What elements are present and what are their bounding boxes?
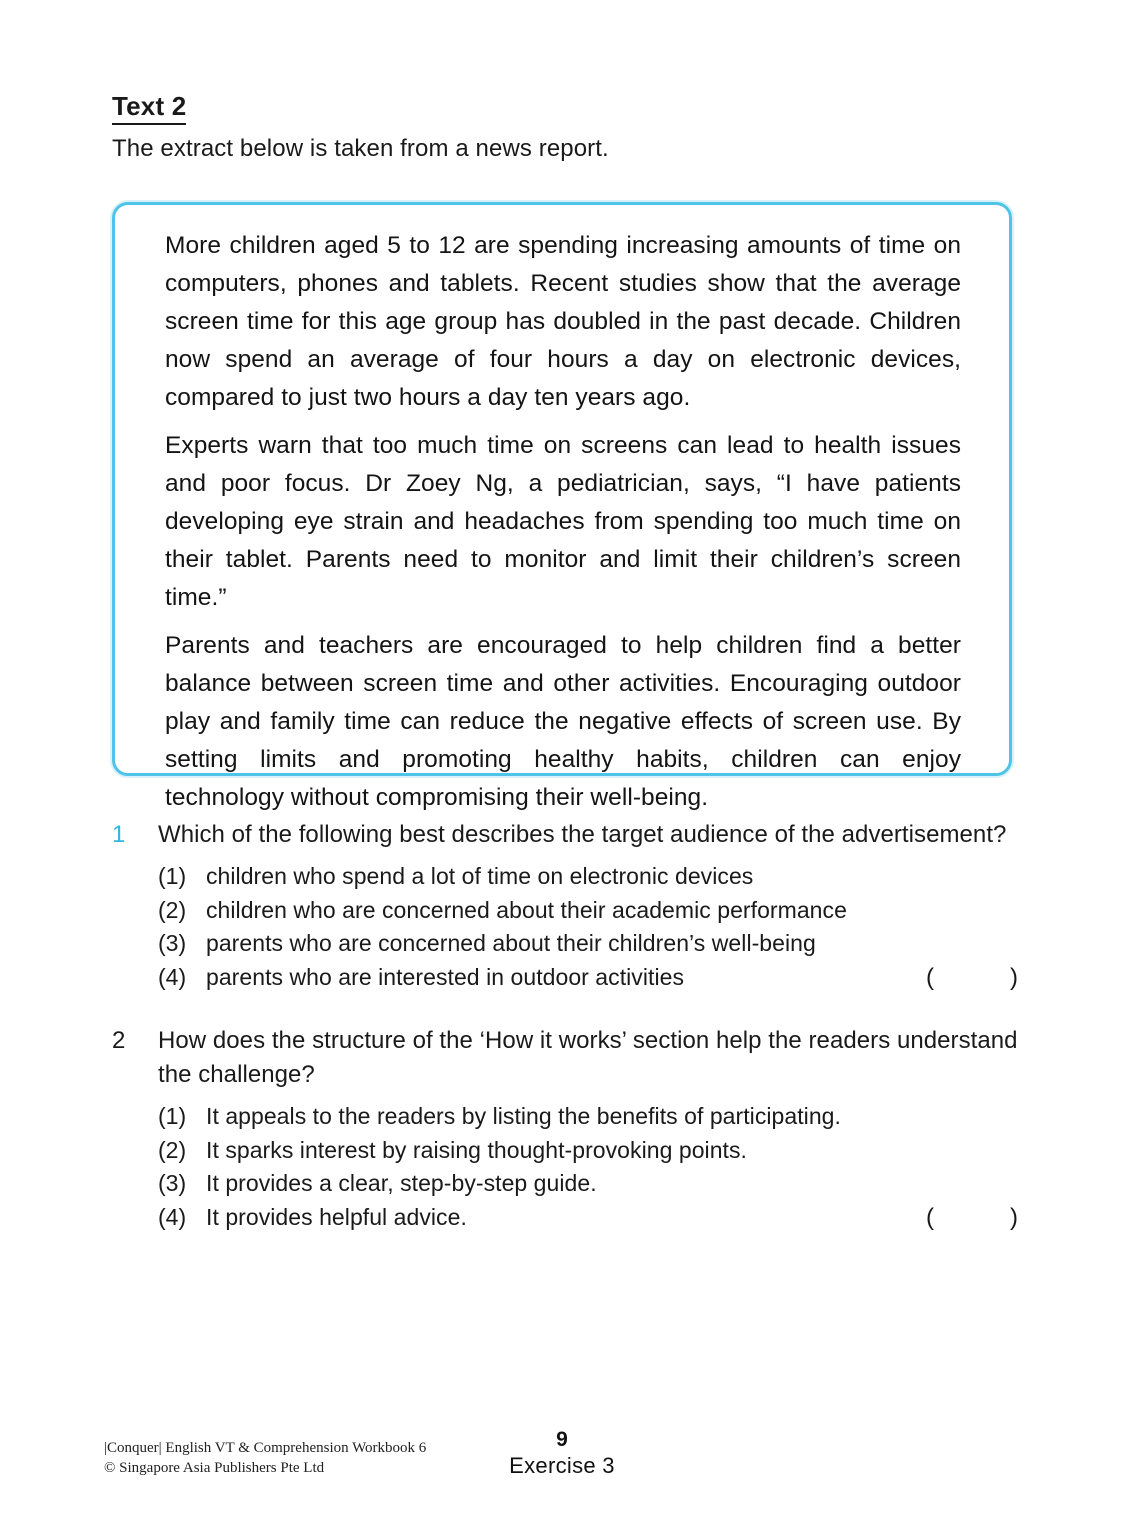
option-list xyxy=(112,860,1018,994)
question-heading xyxy=(112,1024,1018,1092)
question-number: 2 xyxy=(112,1027,126,1054)
footer-page-info xyxy=(0,1428,1124,1480)
page-footer xyxy=(0,1416,1124,1536)
option-row[interactable] xyxy=(158,927,1018,961)
extract-paragraph: Parents and teachers are encouraged to help children find a better balance between screen time and other activities. Encouraging outdoor play and family time can reduce the negative effects of screen use. By setting limits and promoting healthy habits, children can enjoy technology without compromising their well-being. xyxy=(165,632,961,811)
footer-copyright-line: © Singapore Asia Publishers Pte Ltd xyxy=(104,1460,325,1476)
bracket-close: ) xyxy=(1010,963,1018,991)
option-text: It provides a clear, step-by-step guide. xyxy=(206,1170,597,1196)
option-text: It provides helpful advice. xyxy=(206,1203,467,1230)
answer-bracket[interactable] xyxy=(926,1201,1018,1235)
option-label: (4) xyxy=(158,1203,187,1230)
bracket-open: ( xyxy=(926,963,934,991)
question-block-1 xyxy=(112,818,1018,994)
option-row[interactable] xyxy=(158,860,1018,894)
option-label: (1) xyxy=(158,1103,187,1129)
bracket-open: ( xyxy=(926,1203,934,1231)
page-title: Text 2 xyxy=(112,92,186,125)
footer-title-line: |Conquer| English VT & Comprehension Workbook 6 xyxy=(104,1440,427,1456)
bracket-close: ) xyxy=(1010,1203,1018,1231)
extract-paragraph: Experts warn that too much time on screens can lead to health issues and poor focus. Dr Zoey Ng, a pediatrician, says, “I have patients developing eye strain and headaches from spending too much time on their tablet. Parents need to monitor and limit their children’s screen time.” xyxy=(165,432,961,611)
question-block-2 xyxy=(112,1024,1018,1234)
option-list xyxy=(112,1100,1018,1234)
answer-bracket[interactable] xyxy=(926,961,1018,995)
question-heading xyxy=(112,818,1018,852)
extract-box xyxy=(112,202,1012,811)
option-row[interactable] xyxy=(158,1134,1018,1168)
question-text: How does the structure of the ‘How it works’ section help the readers understand the challenge? xyxy=(158,1027,1018,1088)
option-row[interactable] xyxy=(158,1167,1018,1201)
question-number: 1 xyxy=(112,821,126,848)
extract-paragraph: More children aged 5 to 12 are spending increasing amounts of time on computers, phones and tablets. Recent studies show that the average screen time for this age group has doubled in the past decade. Children now spend an average of four hours a day on electronic devices, compared to just two hours a day ten years ago. xyxy=(165,232,961,411)
option-label: (3) xyxy=(158,1170,187,1196)
option-text: children who spend a lot of time on electronic devices xyxy=(206,863,754,889)
option-row[interactable] xyxy=(158,1100,1018,1134)
option-text: parents who are concerned about their children’s well-being xyxy=(206,930,816,956)
intro-text: The extract below is taken from a news report. xyxy=(112,135,609,162)
option-label: (2) xyxy=(158,896,187,923)
extract-content xyxy=(165,227,961,817)
option-row[interactable] xyxy=(158,894,1018,928)
exercise-label: Exercise 3 xyxy=(509,1453,615,1478)
option-text: parents who are interested in outdoor activities xyxy=(206,963,684,990)
option-label: (4) xyxy=(158,963,187,990)
option-text: It sparks interest by raising thought-provoking points. xyxy=(206,1136,747,1163)
option-label: (3) xyxy=(158,930,187,956)
option-text: children who are concerned about their academic performance xyxy=(206,896,847,923)
option-row[interactable] xyxy=(158,961,1018,995)
option-text: It appeals to the readers by listing the benefits of participating. xyxy=(206,1103,841,1129)
question-text: Which of the following best describes the target audience of the advertisement? xyxy=(158,821,1007,848)
option-label: (2) xyxy=(158,1136,187,1163)
page-number: 9 xyxy=(556,1428,568,1451)
option-label: (1) xyxy=(158,863,187,889)
option-row[interactable] xyxy=(158,1201,1018,1235)
